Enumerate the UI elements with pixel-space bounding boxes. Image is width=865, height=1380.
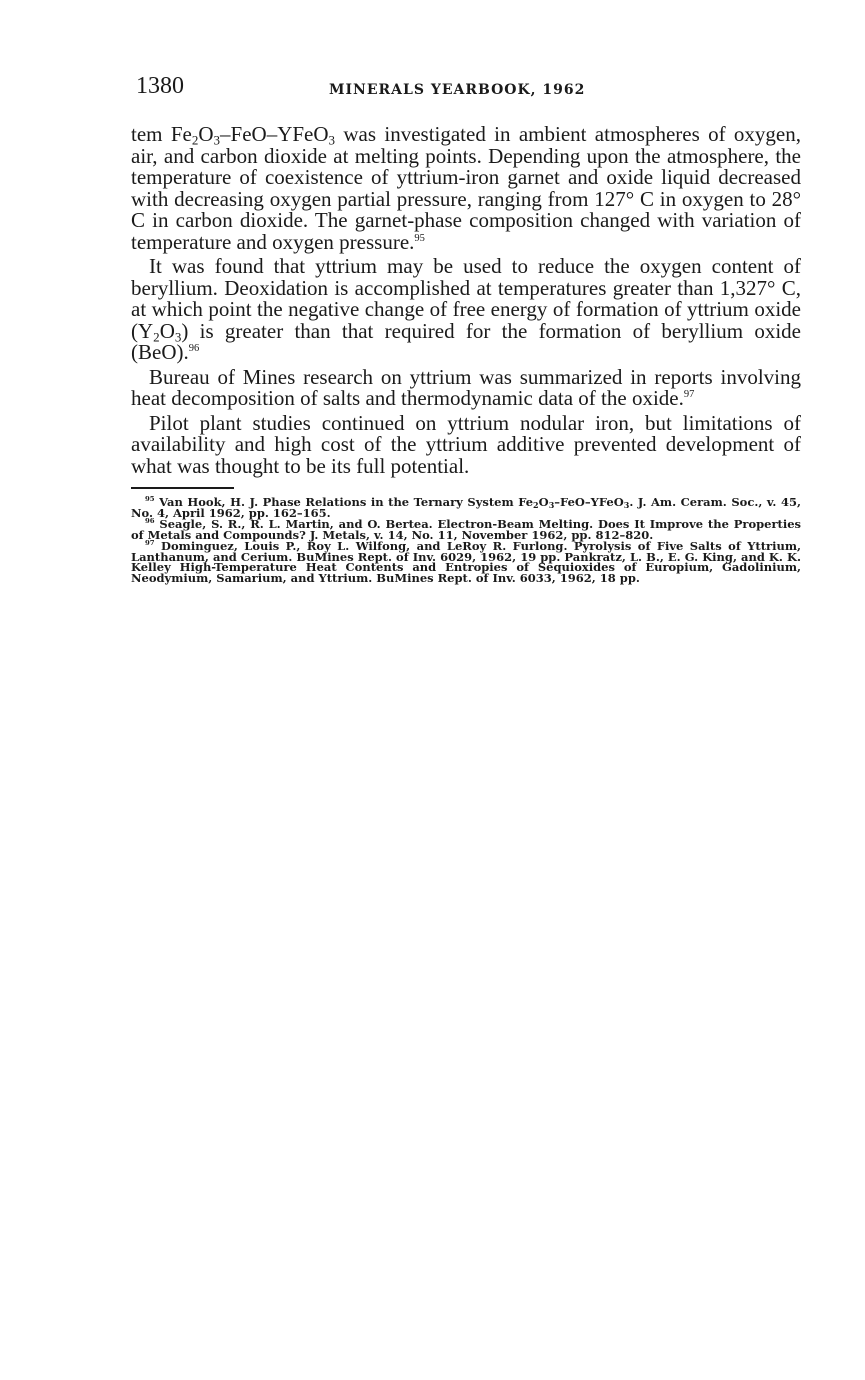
running-header	[131, 70, 801, 106]
footnote-97: $^{97}$ Dominguez, Louis P., Roy L. Wilfong, and LeRoy R. Furlong. Pyrolysis of Five Salts of Yttrium, Lanthanum, and Cerium. BuMines Rept. of Inv. 6029, 1962, 19 pp. Pankratz, L. B., E. G. King, and K. K. Kelley High-Temperature Heat Contents and Entropies of Sequioxides of Europium, Gadolinium, Neodymium, Samarium, and Yttrium. BuMines Rept. of Inv. 6033, 1962, 18 pp.	[131, 539, 801, 585]
document-page	[131, 70, 801, 584]
paragraph-pilot-plant: Pilot plant studies continued on yttrium nodular iron, but limitations of availability and high cost of the yttrium additive prevented development of what was thought to be its full potential.	[131, 410, 801, 478]
footnote-96: $^{96}$ Seagle, S. R., R. L. Martin, and O. Bertea. Electron-Beam Melting. Does It Improve the Properties of Metals and Compounds? J. Metals, v. 14, No. 11, November 1962, pp. 812–820.	[131, 517, 801, 542]
footnote-ref-96: 96	[188, 343, 200, 354]
footnotes	[131, 497, 801, 583]
page-number: 1380	[136, 73, 184, 99]
running-title: MINERALS YEARBOOK, 1962	[329, 82, 586, 98]
footnote-ref-95: 95	[414, 232, 425, 244]
footnote-95: $^{95}$ Van Hook, H. J. Phase Relations in the Ternary System $Fe_2O_3-FeO-YFeO_3$. J. Am. Ceram. Soc., v. 45, No. 4, April 1962, pp. 162–165.	[131, 495, 801, 520]
paragraph-beryllium-deoxidation: It was found that yttrium may be used to reduce the oxygen content of beryllium. Deoxidation is accomplished at temperatures greater than 1,327° C, at which point the negative change of free energy of formation of yttrium oxide $(Y_2O_3)$ is greater than that required for the formation of beryllium oxide (BeO).$^{96}$	[131, 254, 801, 364]
body-text	[131, 124, 801, 477]
footnote-ref-97: 97	[683, 389, 695, 400]
footnote-divider	[131, 487, 234, 489]
paragraph-bureau-research: Bureau of Mines research on yttrium was summarized in reports involving heat decomposition of salts and thermodynamic data of the oxide.$^{97}$	[131, 364, 801, 410]
paragraph-ternary-system: tem $Fe_2O_3-FeO-YFeO_3$ was investigated in ambient atmospheres of oxygen, air, and carbon dioxide at melting points. Depending upon the atmosphere, the temperature of coexistence of yttrium-iron garnet and oxide liquid decreased with decreasing oxygen partial pressure, ranging from 127° C in oxygen to 28° C in carbon dioxide. The garnet-phase composition changed with variation of temperature and oxygen pressure.$^{95}$	[131, 122, 801, 254]
